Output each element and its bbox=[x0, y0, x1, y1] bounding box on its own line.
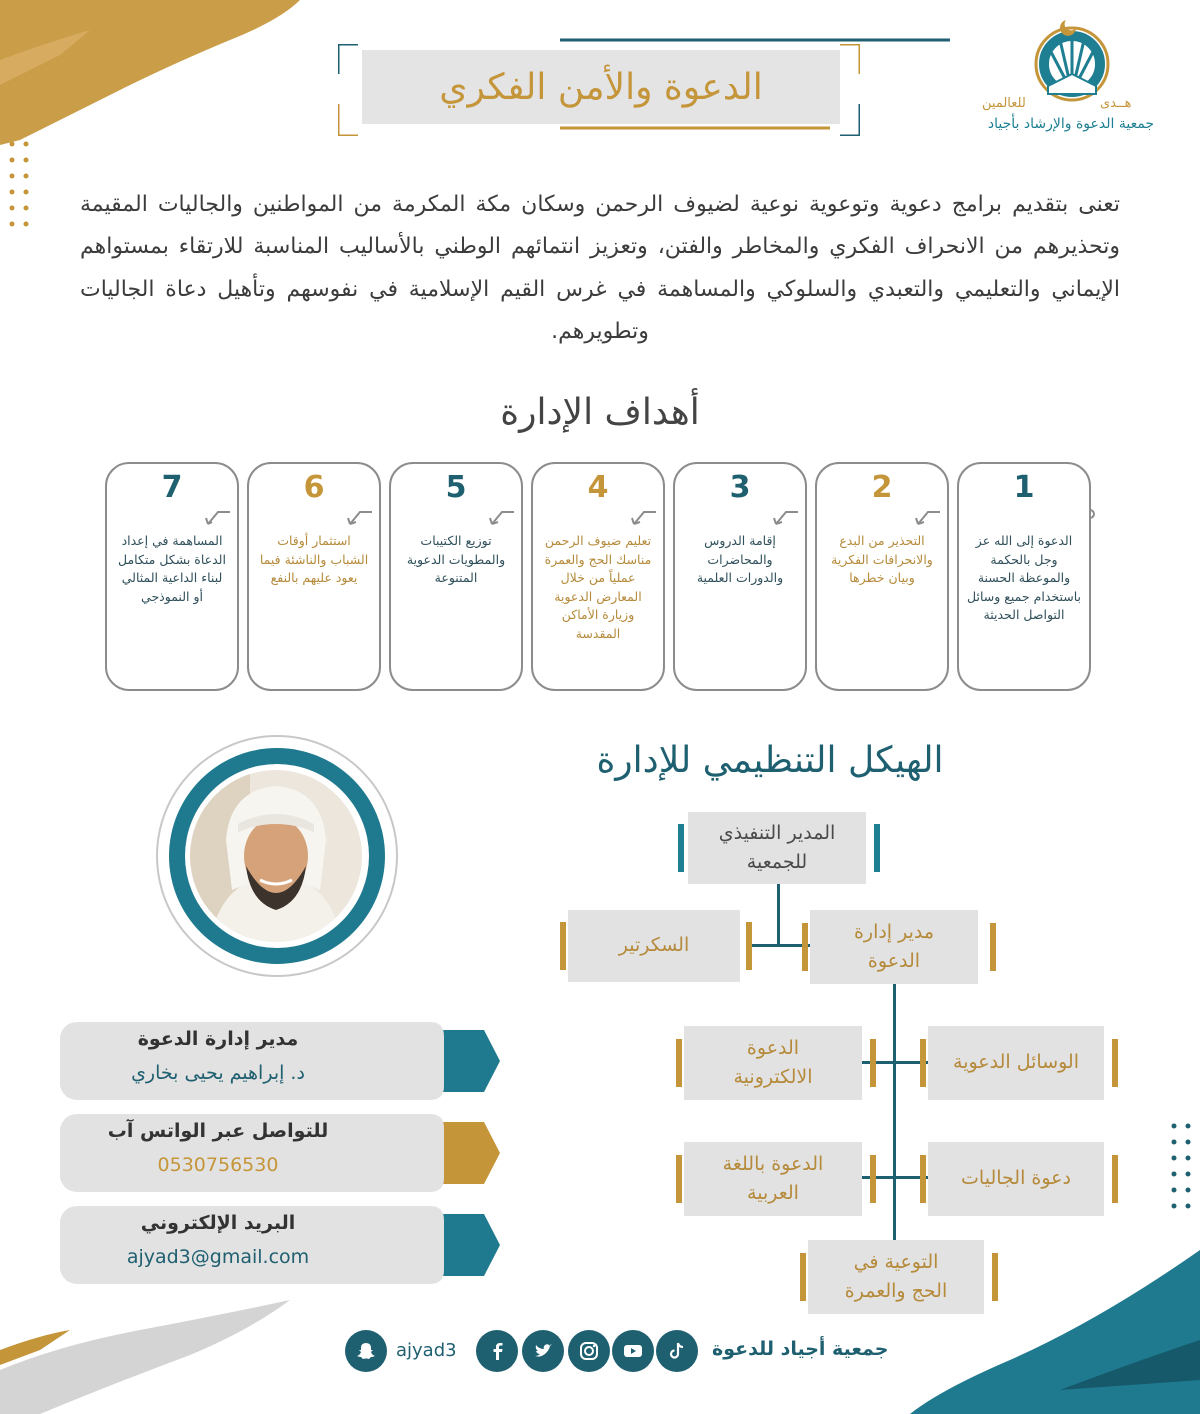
manager-name-card bbox=[60, 1022, 500, 1100]
logo-hoda-text: هــدى bbox=[1100, 96, 1132, 111]
goal-number: 2 bbox=[871, 470, 893, 505]
node-bar bbox=[920, 1155, 926, 1203]
node-bar bbox=[560, 922, 566, 970]
manager-portrait bbox=[190, 770, 362, 942]
goals-heading: أهداف الإدارة bbox=[500, 392, 700, 433]
goal-number: 4 bbox=[587, 470, 609, 505]
node-bar bbox=[1112, 1039, 1118, 1087]
goal-number: 1 bbox=[1013, 470, 1035, 505]
node-bar bbox=[800, 1253, 806, 1301]
org-node-arabic-dawah bbox=[684, 1142, 862, 1216]
node-bar bbox=[992, 1253, 998, 1301]
node-bar bbox=[870, 1155, 876, 1203]
org-node-electronic-dawah bbox=[684, 1026, 862, 1100]
grey-brush-bottom-left bbox=[0, 1290, 300, 1414]
footer-org-name: جمعية أجياد للدعوة bbox=[712, 1338, 889, 1360]
goal-text: إقامة الدروس والمحاضرات والدورات العلمية bbox=[696, 533, 784, 585]
node-bar bbox=[676, 1155, 682, 1203]
goal-card-4 bbox=[531, 462, 665, 691]
goal-text: المساهمة في إعداد الدعاة بشكل متكامل لبناء الداعية المثالي أو النموذجي bbox=[118, 533, 226, 604]
goal-text: الدعوة إلى الله عز وجل بالحكمة والموعظة الحسنة باستخدام جميع وسائل التواصل الحديثة bbox=[967, 533, 1081, 622]
node-label: التوعية في الحج والعمرة bbox=[844, 1250, 948, 1302]
goal-text: التحذير من البدع والانحرافات الفكرية وبيان خطرها bbox=[831, 533, 933, 585]
org-node-dawah-manager bbox=[810, 910, 978, 984]
org-node-secretary bbox=[568, 910, 740, 982]
org-node-hajj-umrah-awareness bbox=[808, 1240, 984, 1314]
facebook-icon[interactable] bbox=[476, 1330, 518, 1372]
goal-card-2 bbox=[815, 462, 949, 691]
node-label: الدعوة الالكترونية bbox=[733, 1036, 813, 1088]
node-bar bbox=[676, 1039, 682, 1087]
node-bar bbox=[802, 923, 808, 971]
intro-paragraph: تعنى بتقديم برامج دعوية وتوعوية نوعية لضيوف الرحمن وسكان مكة المكرمة من المواطنين والجاليات المقيمة وتحذيرهم من الانحراف الفكري والمخاطر والفتن، وتعزيز انتمائهم الوطني بالأساليب المناسبة للارتقاء بمستواهم الإيماني والتعليمي والتعبدي والسلوكي والمساهمة في غرس القيم الإسلامية في نفوسهم وتأهيل دعاة الجاليات وتطويرهم. bbox=[80, 192, 1120, 345]
node-bar bbox=[990, 923, 996, 971]
org-node-executive-director bbox=[688, 812, 866, 884]
snapchat-icon[interactable] bbox=[345, 1330, 387, 1372]
goal-arrows bbox=[200, 504, 980, 534]
goal-card-1 bbox=[957, 462, 1091, 691]
manager-title: مدير إدارة الدعوة bbox=[137, 1028, 299, 1050]
dots-left bbox=[6, 138, 36, 248]
goal-number: 3 bbox=[729, 470, 751, 505]
node-label: الدعوة باللغة العربية bbox=[722, 1152, 824, 1204]
logo-emblem-icon bbox=[1032, 14, 1112, 104]
email-address[interactable]: ajyad3@gmail.com bbox=[126, 1246, 310, 1268]
youtube-icon[interactable] bbox=[612, 1330, 654, 1372]
manager-name: د. إبراهيم يحيى بخاري bbox=[131, 1062, 305, 1084]
node-bar bbox=[874, 824, 880, 872]
goal-card-3 bbox=[673, 462, 807, 691]
connector-line bbox=[750, 944, 810, 947]
node-label: مدير إدارة الدعوة bbox=[853, 920, 935, 972]
goal-card-5 bbox=[389, 462, 523, 691]
dots-right bbox=[1168, 1120, 1198, 1230]
social-handle[interactable]: ajyad3 bbox=[396, 1340, 457, 1361]
node-label: دعوة الجاليات bbox=[961, 1167, 1071, 1190]
node-label: المدير التنفيذي للجمعية bbox=[718, 821, 836, 873]
page-title: الدعوة والأمن الفكري bbox=[362, 50, 840, 124]
org-chart-heading: الهيكل التنظيمي للإدارة bbox=[596, 740, 944, 781]
email-card bbox=[60, 1206, 500, 1284]
node-bar bbox=[870, 1039, 876, 1087]
node-bar bbox=[920, 1039, 926, 1087]
gold-brush-top-left bbox=[0, 0, 310, 150]
org-node-communities-dawah bbox=[928, 1142, 1104, 1216]
goal-text: استثمار أوقات الشباب والناشئة فيما يعود عليهم بالنفع bbox=[259, 533, 369, 585]
node-bar bbox=[678, 824, 684, 872]
connector-line bbox=[893, 984, 896, 1244]
org-node-dawah-media bbox=[928, 1026, 1104, 1100]
instagram-icon[interactable] bbox=[568, 1330, 610, 1372]
goal-card-7 bbox=[105, 462, 239, 691]
twitter-icon[interactable] bbox=[522, 1330, 564, 1372]
node-label: السكرتير bbox=[618, 934, 690, 957]
logo-lil-alamin-text: للعالمين bbox=[982, 96, 1026, 111]
whatsapp-label: للتواصل عبر الواتس آب bbox=[107, 1120, 329, 1142]
goal-text: تعليم ضيوف الرحمن مناسك الحج والعمرة عملياً من خلال المعارض الدعوية وزيارة الأماكن المقدسة bbox=[544, 533, 652, 641]
goal-number: 6 bbox=[303, 470, 325, 505]
node-bar bbox=[1112, 1155, 1118, 1203]
goal-number: 7 bbox=[161, 470, 183, 505]
logo bbox=[960, 14, 1182, 144]
node-bar bbox=[746, 922, 752, 970]
whatsapp-card bbox=[60, 1114, 500, 1192]
node-label: الوسائل الدعوية bbox=[953, 1051, 1079, 1074]
goal-card-6 bbox=[247, 462, 381, 691]
email-label: البريد الإلكتروني bbox=[140, 1212, 296, 1234]
goal-number: 5 bbox=[445, 470, 467, 505]
logo-org-name: جمعية الدعوة والإرشاد بأجياد bbox=[987, 116, 1155, 132]
goal-text: توزيع الكتيبات والمطويات الدعوية المتنوعة bbox=[406, 533, 506, 585]
whatsapp-number[interactable]: 0530756530 bbox=[157, 1154, 279, 1176]
tiktok-icon[interactable] bbox=[656, 1330, 698, 1372]
connector-line bbox=[777, 884, 780, 946]
